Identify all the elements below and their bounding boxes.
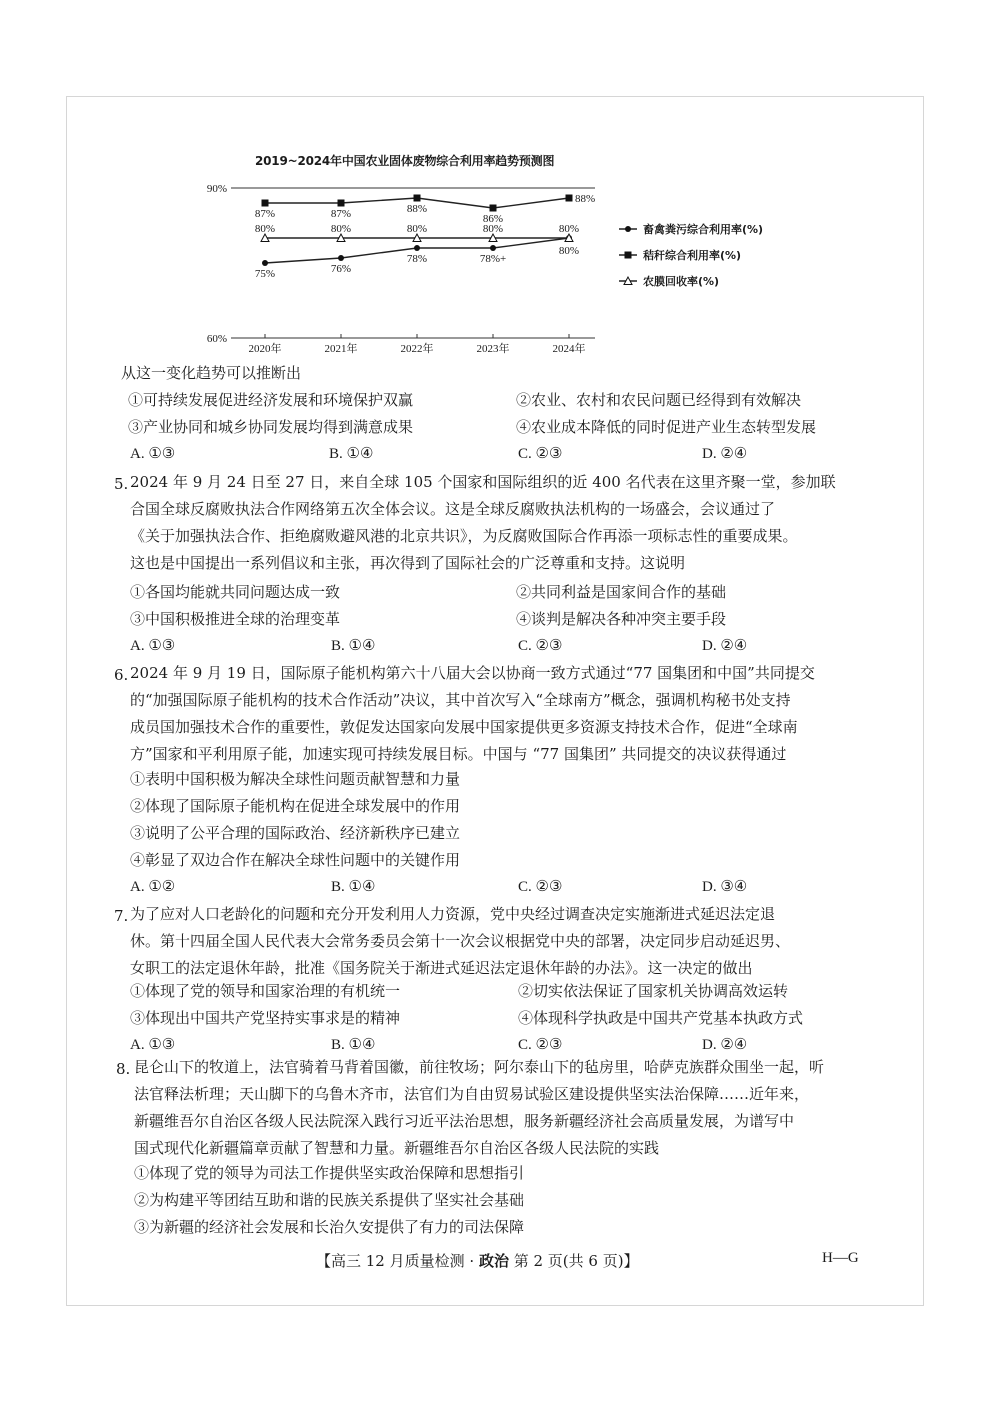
- data-point-square: [262, 200, 269, 207]
- line-chart: [195, 172, 795, 362]
- footer-left: 【高三 12 月质量检测 ·: [316, 1252, 479, 1270]
- x-tick-label: 2024年: [552, 343, 586, 355]
- q6-item-3: ③说明了公平合理的国际政治、经济新秩序已建立: [130, 824, 461, 842]
- data-point-square: [414, 195, 421, 202]
- x-tick-label: 2020年: [248, 343, 282, 355]
- legend-label: 农膜回收率(%): [643, 275, 720, 288]
- q4-item-1: ①可持续发展促进经济发展和环境保护双赢: [128, 391, 414, 409]
- q8-stem: [134, 1054, 866, 1162]
- q5-line-3: 《关于加强执法合作、拒绝腐败避风港的北京共识》，为反腐败国际合作再添一项标志性的重要成果。: [130, 527, 798, 545]
- q6-stem: [130, 660, 866, 768]
- q6-line-4: 方”国家和平利用原子能，加速实现可持续发展目标。中国与 “77 国集团” 共同提交的决议获得通过: [130, 745, 787, 763]
- q7-number: 7.: [114, 907, 129, 925]
- data-label: 75%: [254, 268, 276, 280]
- data-label: 80%: [558, 245, 580, 257]
- q6-option-c: C. ②③: [518, 879, 563, 895]
- q8-line-4: 国式现代化新疆篇章贡献了智慧和力量。新疆维吾尔自治区各级人民法院的实践: [134, 1139, 660, 1157]
- data-label: 78%: [406, 253, 428, 265]
- data-label: 86%: [482, 213, 504, 225]
- data-label: 87%: [254, 208, 276, 220]
- data-label: 88%: [406, 203, 428, 215]
- y-tick-label: 90%: [206, 183, 227, 195]
- q5-line-4: 这也是中国提出一系列倡议和主张，再次得到了国际社会的广泛尊重和支持。这说明: [130, 554, 686, 572]
- q4-option-d: D. ②④: [702, 446, 748, 462]
- q5-item-4: ④谈判是解决各种冲突主要手段: [516, 610, 727, 628]
- q7-item-1: ①体现了党的领导和国家治理的有机统一: [130, 982, 401, 1000]
- q7-item-2: ②切实依法保证了国家机关协调高效运转: [518, 982, 789, 1000]
- y-tick-label: 60%: [206, 333, 227, 345]
- data-point-square: [566, 195, 573, 202]
- q4-item-3: ③产业协同和城乡协同发展均得到满意成果: [128, 418, 414, 436]
- q5-option-d: D. ②④: [702, 638, 748, 654]
- q5-item-1: ①各国均能就共同问题达成一致: [130, 583, 341, 601]
- data-label: 78%+: [479, 253, 507, 265]
- q5-stem: [130, 469, 866, 577]
- q8-line-3: 新疆维吾尔自治区各级人民法院深入践行习近平法治思想，服务新疆经济社会高质量发展，为谱写中: [134, 1112, 795, 1130]
- q5-line-1: 2024 年 9 月 24 日至 27 日，来自全球 105 个国家和国际组织的近 400 名代表在这里齐聚一堂，参加联: [130, 473, 836, 491]
- data-point-square: [490, 205, 497, 212]
- q6-line-2: 的“加强国际原子能机构的技术合作活动”决议，其中首次写入“全球南方”概念，强调机构秘书处支持: [130, 691, 791, 709]
- q7-item-3: ③体现出中国共产党坚持实事求是的精神: [130, 1009, 401, 1027]
- q5-item-3: ③中国积极推进全球的治理变革: [130, 610, 341, 628]
- q6-option-b: B. ①④: [331, 879, 376, 895]
- q8-line-2: 法官释法析理；天山脚下的乌鲁木齐市，法官们为自由贸易试验区建设提供坚实法治保障……近年来，: [134, 1085, 810, 1103]
- data-label: 80%: [254, 223, 276, 235]
- q4-stem: 从这一变化趋势可以推断出: [121, 364, 302, 382]
- q8-item-2: ②为构建平等团结互助和谐的民族关系提供了坚实社会基础: [134, 1191, 525, 1209]
- footer-code: H—G: [822, 1250, 859, 1266]
- q4-option-b: B. ①④: [329, 446, 374, 462]
- q6-line-1: 2024 年 9 月 19 日，国际原子能机构第六十八届大会以协商一致方式通过“77 国集团和中国”共同提交: [130, 664, 815, 682]
- q4-item-4: ④农业成本降低的同时促进产业生态转型发展: [516, 418, 817, 436]
- q4-item-2: ②农业、农村和农民问题已经得到有效解决: [516, 391, 802, 409]
- data-point-circle: [414, 245, 420, 251]
- q5-option-c: C. ②③: [518, 638, 563, 654]
- q8-item-1: ①体现了党的领导为司法工作提供坚实政治保障和思想指引: [134, 1164, 525, 1182]
- q6-item-4: ④彰显了双边合作在解决全球性问题中的关键作用: [130, 851, 461, 869]
- legend-marker-circle: [625, 226, 631, 232]
- x-tick-label: 2023年: [476, 343, 510, 355]
- q5-item-2: ②共同利益是国家间合作的基础: [516, 583, 727, 601]
- q6-item-1: ①表明中国积极为解决全球性问题贡献智慧和力量: [130, 770, 461, 788]
- data-label: 87%: [330, 208, 352, 220]
- data-label: 88%: [575, 193, 596, 205]
- q6-item-2: ②体现了国际原子能机构在促进全球发展中的作用: [130, 797, 461, 815]
- x-tick-label: 2021年: [324, 343, 358, 355]
- q7-line-3: 女职工的法定退休年龄，批准《国务院关于渐进式延迟法定退休年龄的办法》。这一决定的做出: [130, 959, 753, 977]
- x-tick-label: 2022年: [400, 343, 434, 355]
- legend-label: 秸秆综合利用率(%): [643, 249, 742, 262]
- q8-number: 8.: [116, 1060, 131, 1078]
- data-point-square: [338, 200, 345, 207]
- q5-option-b: B. ①④: [331, 638, 376, 654]
- q5-line-2: 合国全球反腐败执法合作网络第五次全体会议。这是全球反腐败执法机构的一场盛会，会议通过了: [130, 500, 776, 518]
- q8-item-3: ③为新疆的经济社会发展和长治久安提供了有力的司法保障: [134, 1218, 525, 1236]
- q4-option-c: C. ②③: [518, 446, 563, 462]
- q7-stem: [130, 901, 866, 982]
- q8-line-1: 昆仑山下的牧道上，法官骑着马背着国徽，前往牧场；阿尔泰山下的毡房里，哈萨克族群众围坐一起，听: [134, 1058, 825, 1076]
- data-label: 80%: [482, 223, 504, 235]
- data-point-circle: [338, 255, 344, 261]
- data-point-circle: [490, 245, 496, 251]
- page-footer: [316, 1250, 639, 1271]
- q5-number: 5.: [114, 475, 129, 493]
- legend-marker-square: [625, 252, 632, 259]
- q7-option-c: C. ②③: [518, 1037, 563, 1053]
- data-point-circle: [262, 260, 268, 266]
- q6-option-d: D. ③④: [702, 879, 748, 895]
- q7-item-4: ④体现科学执政是中国共产党基本执政方式: [518, 1009, 804, 1027]
- q7-option-b: B. ①④: [331, 1037, 376, 1053]
- q6-line-3: 成员国加强技术合作的重要性，敦促发达国家向发展中国家提供更多资源支持技术合作，促进“全球南: [130, 718, 798, 736]
- footer-subject: 政治: [478, 1252, 509, 1270]
- q7-option-a: A. ①③: [130, 1037, 176, 1053]
- q6-option-a: A. ①②: [130, 879, 176, 895]
- data-label: 76%: [330, 263, 352, 275]
- legend-label: 畜禽粪污综合利用率(%): [643, 223, 764, 236]
- data-label: 80%: [406, 223, 428, 235]
- chart-title: 2019~2024年中国农业固体废物综合利用率趋势预测图: [255, 154, 555, 168]
- data-label: 80%: [330, 223, 352, 235]
- q5-option-a: A. ①③: [130, 638, 176, 654]
- q7-option-d: D. ②④: [702, 1037, 748, 1053]
- data-label: 80%: [558, 223, 580, 235]
- q4-option-a: A. ①③: [130, 446, 176, 462]
- q7-line-2: 休。第十四届全国人民代表大会常务委员会第十一次会议根据党中央的部署，决定同步启动延迟男、: [130, 932, 791, 950]
- q6-number: 6.: [114, 666, 129, 684]
- footer-page: 第 2 页(共 6 页)】: [508, 1252, 639, 1270]
- q7-line-1: 为了应对人口老龄化的问题和充分开发利用人力资源，党中央经过调查决定实施渐进式延迟法定退: [130, 905, 776, 923]
